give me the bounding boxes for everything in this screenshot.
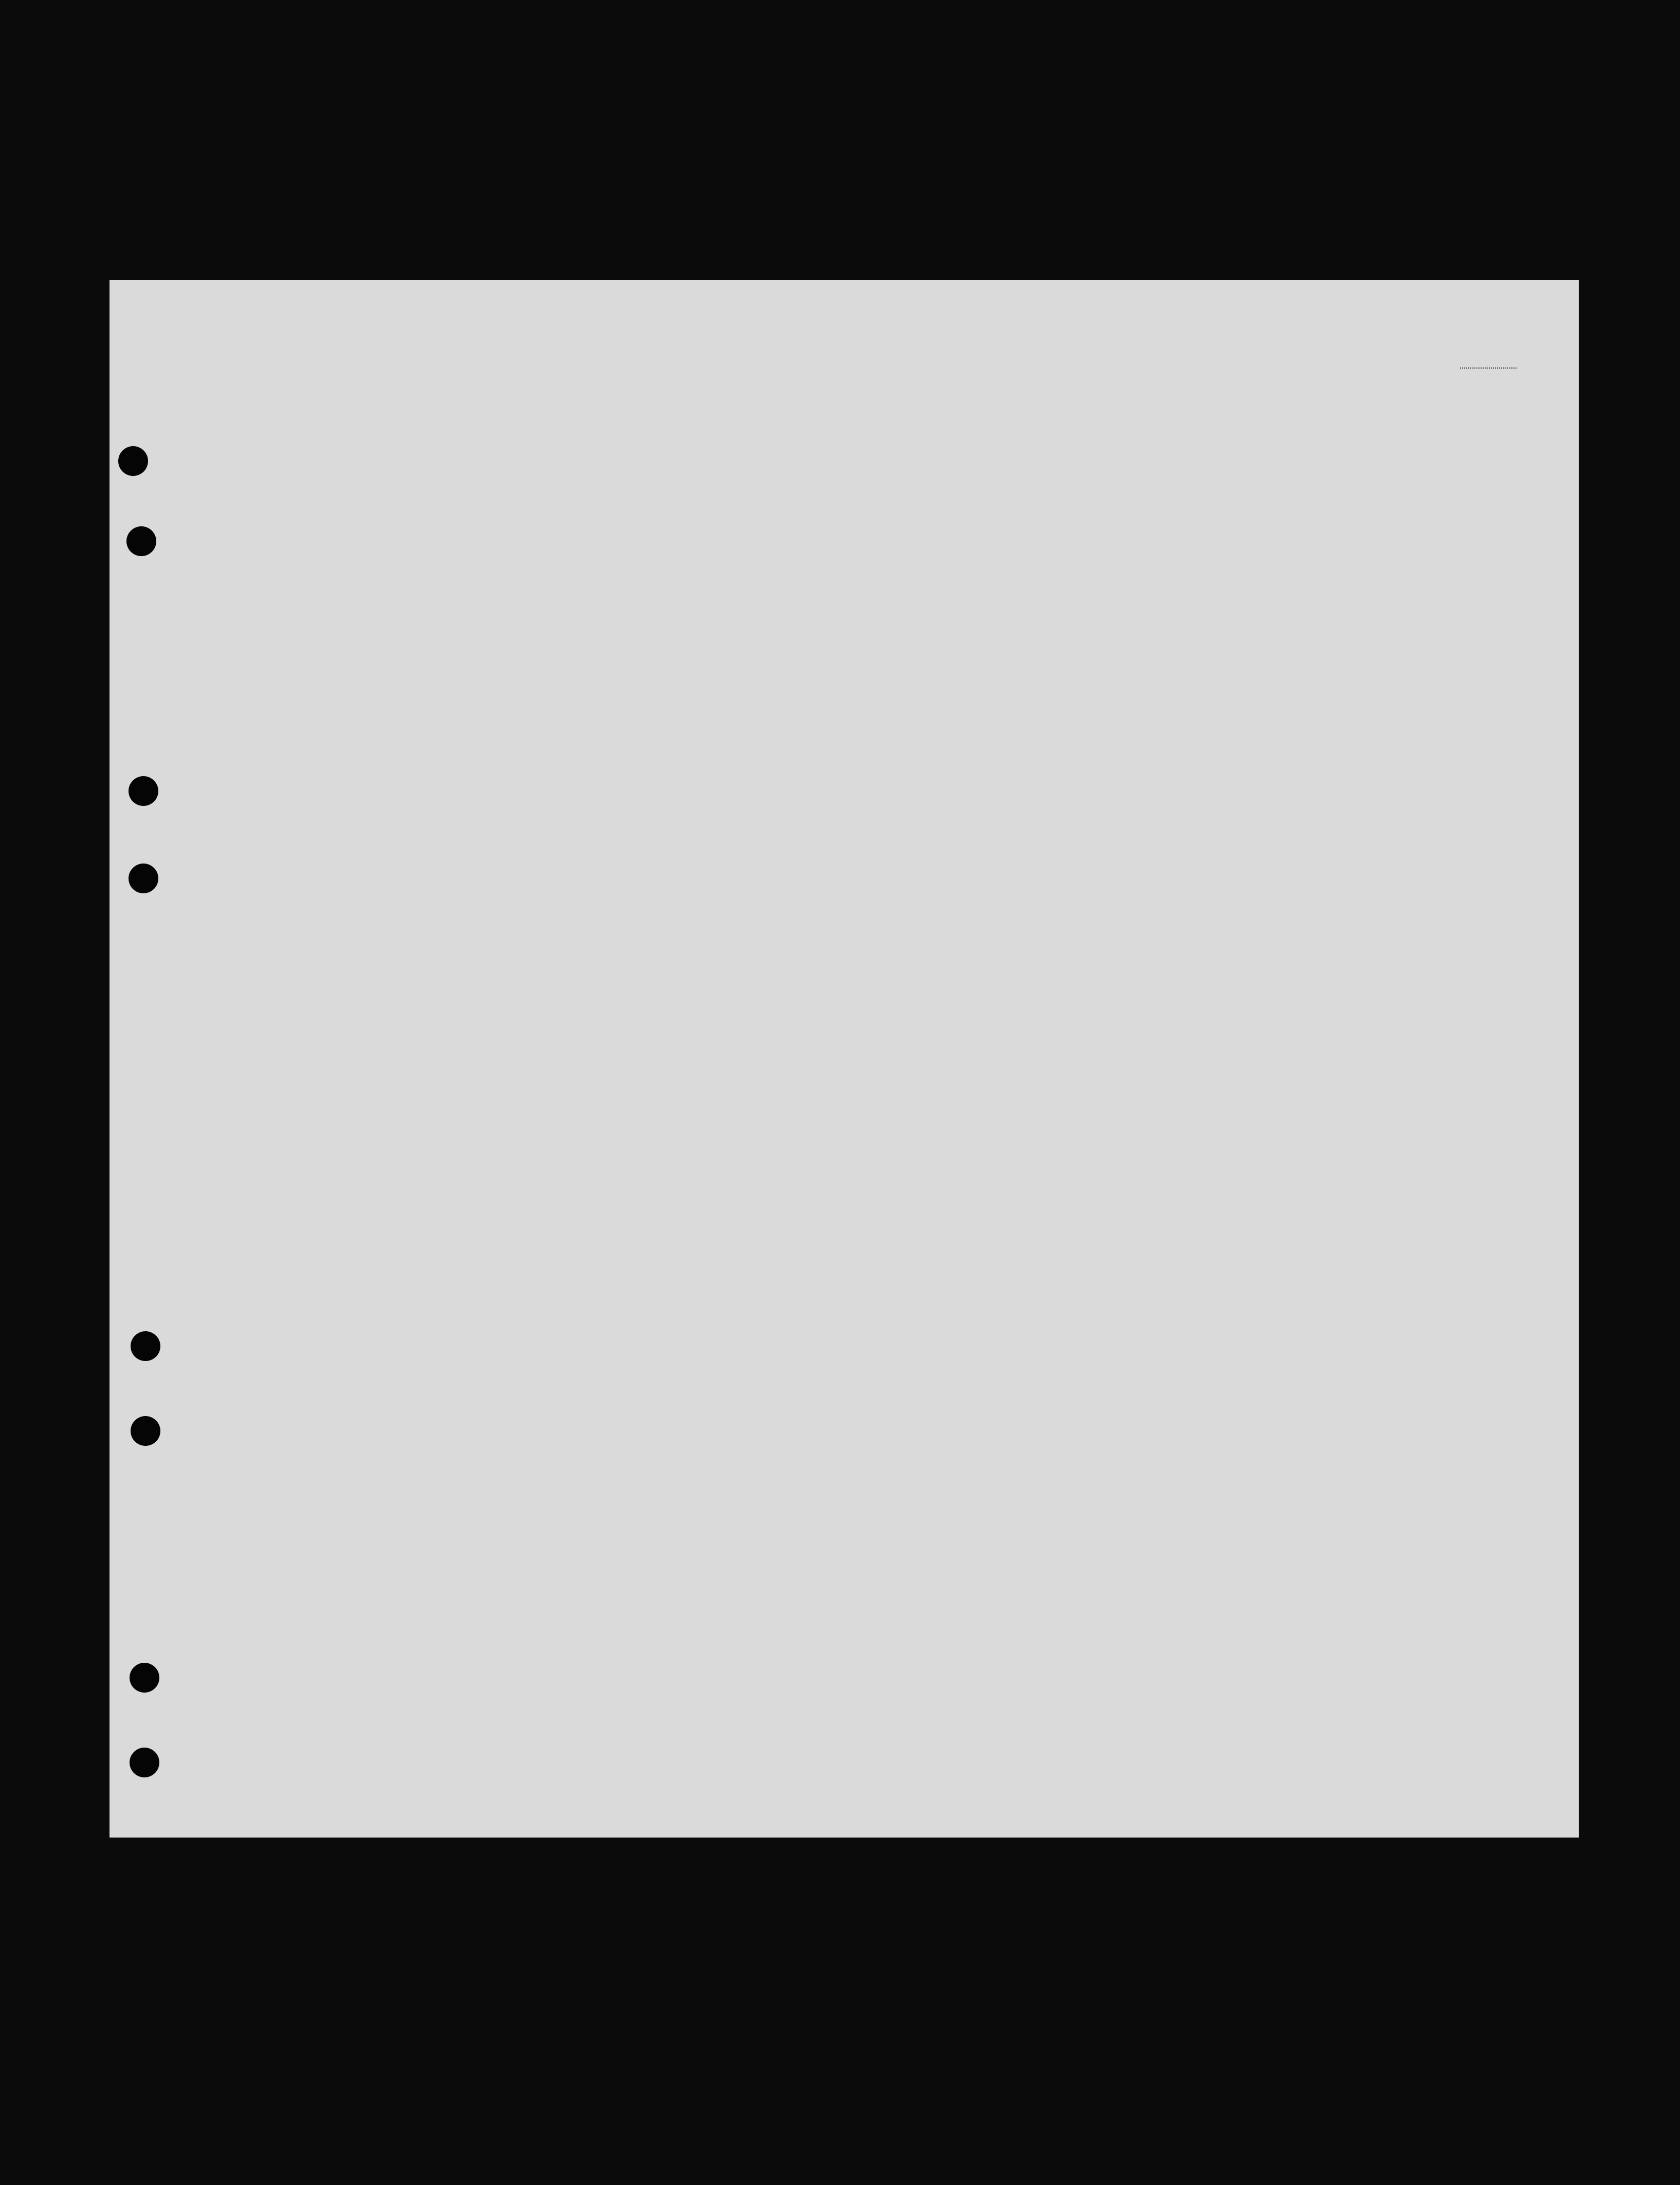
col2-header (186, 438, 536, 443)
col3-header (540, 439, 612, 448)
punch-hole (118, 446, 148, 476)
punch-hole (129, 776, 158, 806)
punch-hole (130, 1663, 159, 1693)
col10-header (1245, 439, 1384, 442)
col1-header (154, 439, 180, 450)
punch-hole (130, 1748, 159, 1777)
col6-header (907, 439, 959, 442)
punch-hole (129, 864, 158, 893)
col11-header (1388, 439, 1537, 445)
punch-hole (126, 526, 156, 556)
punch-hole (131, 1331, 160, 1361)
col5-header (739, 439, 906, 443)
punch-hole (131, 1416, 160, 1446)
col7-header (962, 439, 1055, 444)
col4-header (619, 439, 738, 453)
